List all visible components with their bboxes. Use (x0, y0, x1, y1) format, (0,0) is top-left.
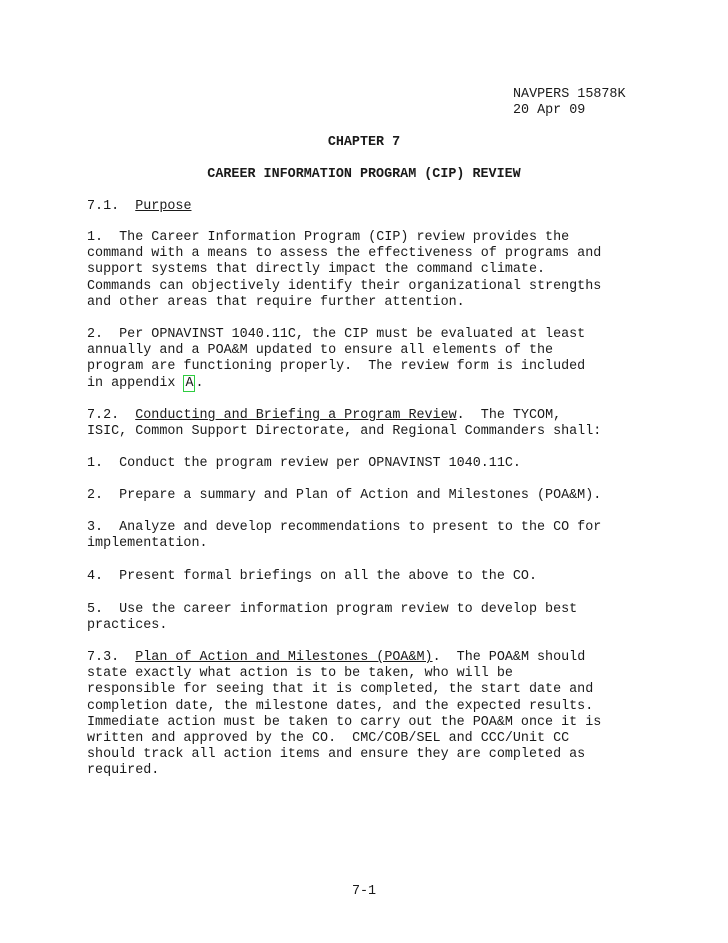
section-7-3 (87, 650, 687, 780)
section-number: 7.1. (87, 199, 120, 214)
text-line: 1. The Career Information Program (CIP) review provides the (87, 230, 570, 245)
section-7-2-heading (87, 408, 687, 440)
text-line: . The POA&M should (432, 650, 586, 665)
text-line: responsible for seeing that it is completed, the start date and (87, 682, 594, 698)
doc-header (513, 87, 626, 119)
text-line: and other areas that require further attention. (87, 294, 465, 310)
list-item: 1. Conduct the program review per OPNAVINST 1040.11C. (87, 456, 521, 471)
list-item: 4. Present formal briefings on all the above to the CO. (87, 569, 537, 584)
appendix-a-link[interactable]: A (185, 375, 194, 391)
text-line: state exactly what action is to be taken, who will be (87, 666, 513, 682)
text-line: 2. Per OPNAVINST 1040.11C, the CIP must be evaluated at least (87, 327, 586, 342)
list-item: 2. Prepare a summary and Plan of Action and Milestones (POA&M). (87, 488, 602, 503)
text-line: . (195, 375, 204, 391)
section-title: Purpose (135, 199, 192, 214)
text-line: annually and a POA&M updated to ensure all elements of the (87, 343, 554, 359)
text-line: command with a means to assess the effectiveness of programs and (87, 246, 602, 262)
chapter-title: CHAPTER 7 (327, 135, 401, 150)
text-line: in appendix (87, 375, 184, 391)
text-line: program are functioning properly. The review form is included (87, 359, 586, 375)
text-line: completion date, the milestone dates, and the expected results. (87, 698, 594, 714)
paragraph-7-1-2 (87, 327, 687, 392)
text-line: Commands can objectively identify their organizational strengths (87, 278, 602, 294)
text-line: should track all action items and ensure they are completed as (87, 747, 586, 763)
text-line: written and approved by the CO. CMC/COB/SEL and CCC/Unit CC (87, 731, 570, 747)
text-line: required. (87, 763, 160, 779)
section-title: Conducting and Briefing a Program Review (135, 408, 457, 423)
paragraph-7-1-1 (87, 230, 687, 311)
text-line: Immediate action must be taken to carry out the POA&M once it is (87, 714, 602, 730)
section-number: 7.2. (87, 408, 120, 423)
chapter-subtitle: CAREER INFORMATION PROGRAM (CIP) REVIEW (207, 167, 521, 182)
list-item: 3. Analyze and develop recommendations to present to the CO for implementation. (87, 520, 602, 552)
list-item: 5. Use the career information program review to develop best practices. (87, 602, 578, 634)
section-7-1-heading (87, 199, 687, 215)
text-line: ISIC, Common Support Directorate, and Regional Commanders shall: (87, 424, 602, 440)
text-line: . The TYCOM, (456, 408, 562, 423)
doc-date: 20 Apr 09 (513, 103, 586, 119)
section-title: Plan of Action and Milestones (POA&M) (135, 650, 433, 665)
doc-id: NAVPERS 15878K (513, 87, 626, 102)
text-line: support systems that directly impact the command climate. (87, 262, 546, 278)
page-number: 7-1 (351, 884, 377, 899)
section-number: 7.3. (87, 650, 120, 665)
